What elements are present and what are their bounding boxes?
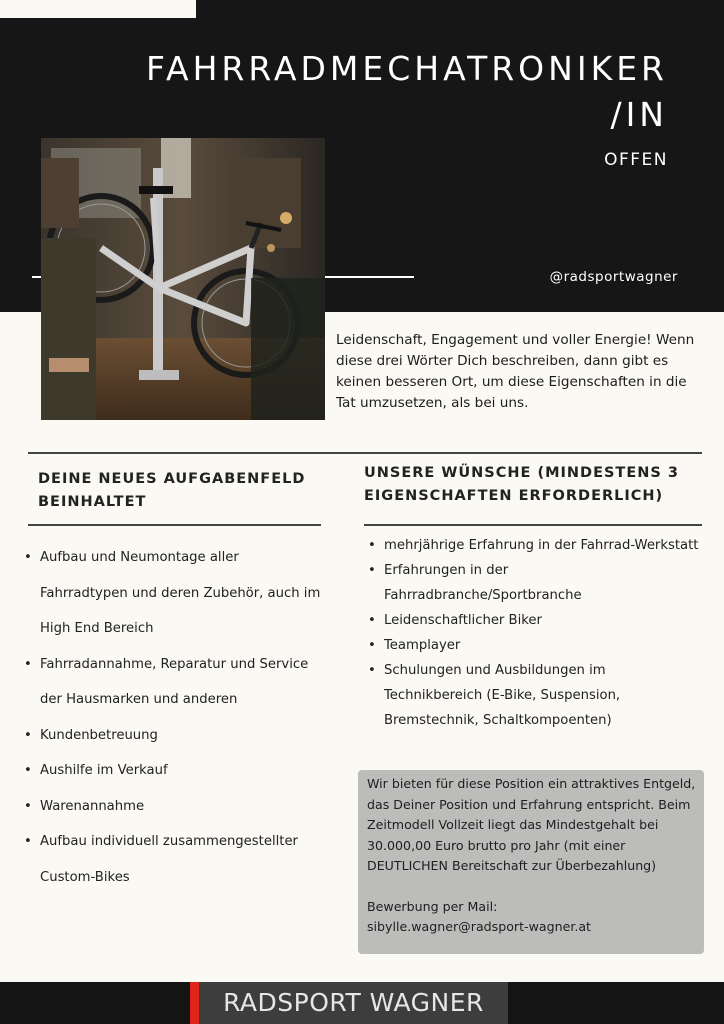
header-notch bbox=[0, 0, 196, 18]
wish-item: • Schulungen und Ausbildungen im Technikbereich (E-Bike, Suspension, Bremstechnik, Schaltkompoenten) bbox=[366, 658, 706, 733]
intro-text: Leidenschaft, Engagement und voller Energie! Wenn diese drei Wörter Dich beschreiben, dann gibt es keinen besseren Ort, um diese Eigenschaften in die Tat umzusetzen, als bei uns. bbox=[336, 332, 695, 411]
tasks-list bbox=[22, 540, 322, 895]
wishes-list bbox=[366, 533, 706, 733]
tasks-heading: DEINE NEUES AUFGABENFELD BEINHALTET bbox=[38, 471, 306, 510]
wish-item: • Erfahrungen in der Fahrradbranche/Sportbranche bbox=[366, 558, 706, 608]
wish-item: • mehrjährige Erfahrung in der Fahrrad-Werkstatt bbox=[366, 533, 706, 558]
task-item: • Aushilfe im Verkauf bbox=[22, 753, 322, 789]
job-title bbox=[68, 46, 668, 138]
brand-name: RADSPORT WAGNER bbox=[223, 988, 484, 1017]
wishes-heading-rule bbox=[364, 524, 702, 526]
application-email-link[interactable]: sibylle.wagner@radsport-wagner.at bbox=[367, 919, 591, 934]
job-title-line-2: /IN bbox=[610, 95, 668, 134]
wish-item: • Leidenschaftlicher Biker bbox=[366, 608, 706, 633]
wishes-heading: UNSERE WÜNSCHE (MINDESTENS 3 EIGENSCHAFTEN ERFORDERLICH) bbox=[364, 465, 679, 504]
wish-item: • Teamplayer bbox=[366, 633, 706, 658]
task-item: • Aufbau individuell zusammengestellter Custom-Bikes bbox=[22, 824, 322, 895]
offer-text: Wir bieten für diese Position ein attraktives Entgeld, das Deiner Position und Erfahrung entspricht. Beim Zeitmodell Vollzeit liegt das Mindestgehalt bei 30.000,00 Euro brutto pro Jahr (mit einer DEUTLICHEN Bereitschaft zur Überbezahlung) bbox=[367, 776, 696, 873]
task-item: • Aufbau und Neumontage aller Fahrradtypen und deren Zubehör, auch im High End Bereich bbox=[22, 540, 322, 647]
job-status: OFFEN bbox=[604, 150, 668, 170]
task-item: • Fahrradannahme, Reparatur und Service der Hausmarken und anderen bbox=[22, 647, 322, 718]
social-handle[interactable]: @radsportwagner bbox=[549, 269, 678, 285]
task-item: • Warenannahme bbox=[22, 789, 322, 825]
task-item: • Kundenbetreuung bbox=[22, 718, 322, 754]
brand-accent-bar bbox=[190, 982, 199, 1024]
application-contact bbox=[367, 897, 696, 938]
tasks-heading-rule bbox=[28, 524, 321, 526]
job-title-line-1: FAHRRADMECHATRONIKER bbox=[146, 49, 668, 88]
offer-box bbox=[358, 770, 704, 954]
section-divider bbox=[28, 452, 702, 454]
bike-workshop-photo bbox=[41, 138, 325, 420]
application-label: Bewerbung per Mail: bbox=[367, 898, 498, 914]
